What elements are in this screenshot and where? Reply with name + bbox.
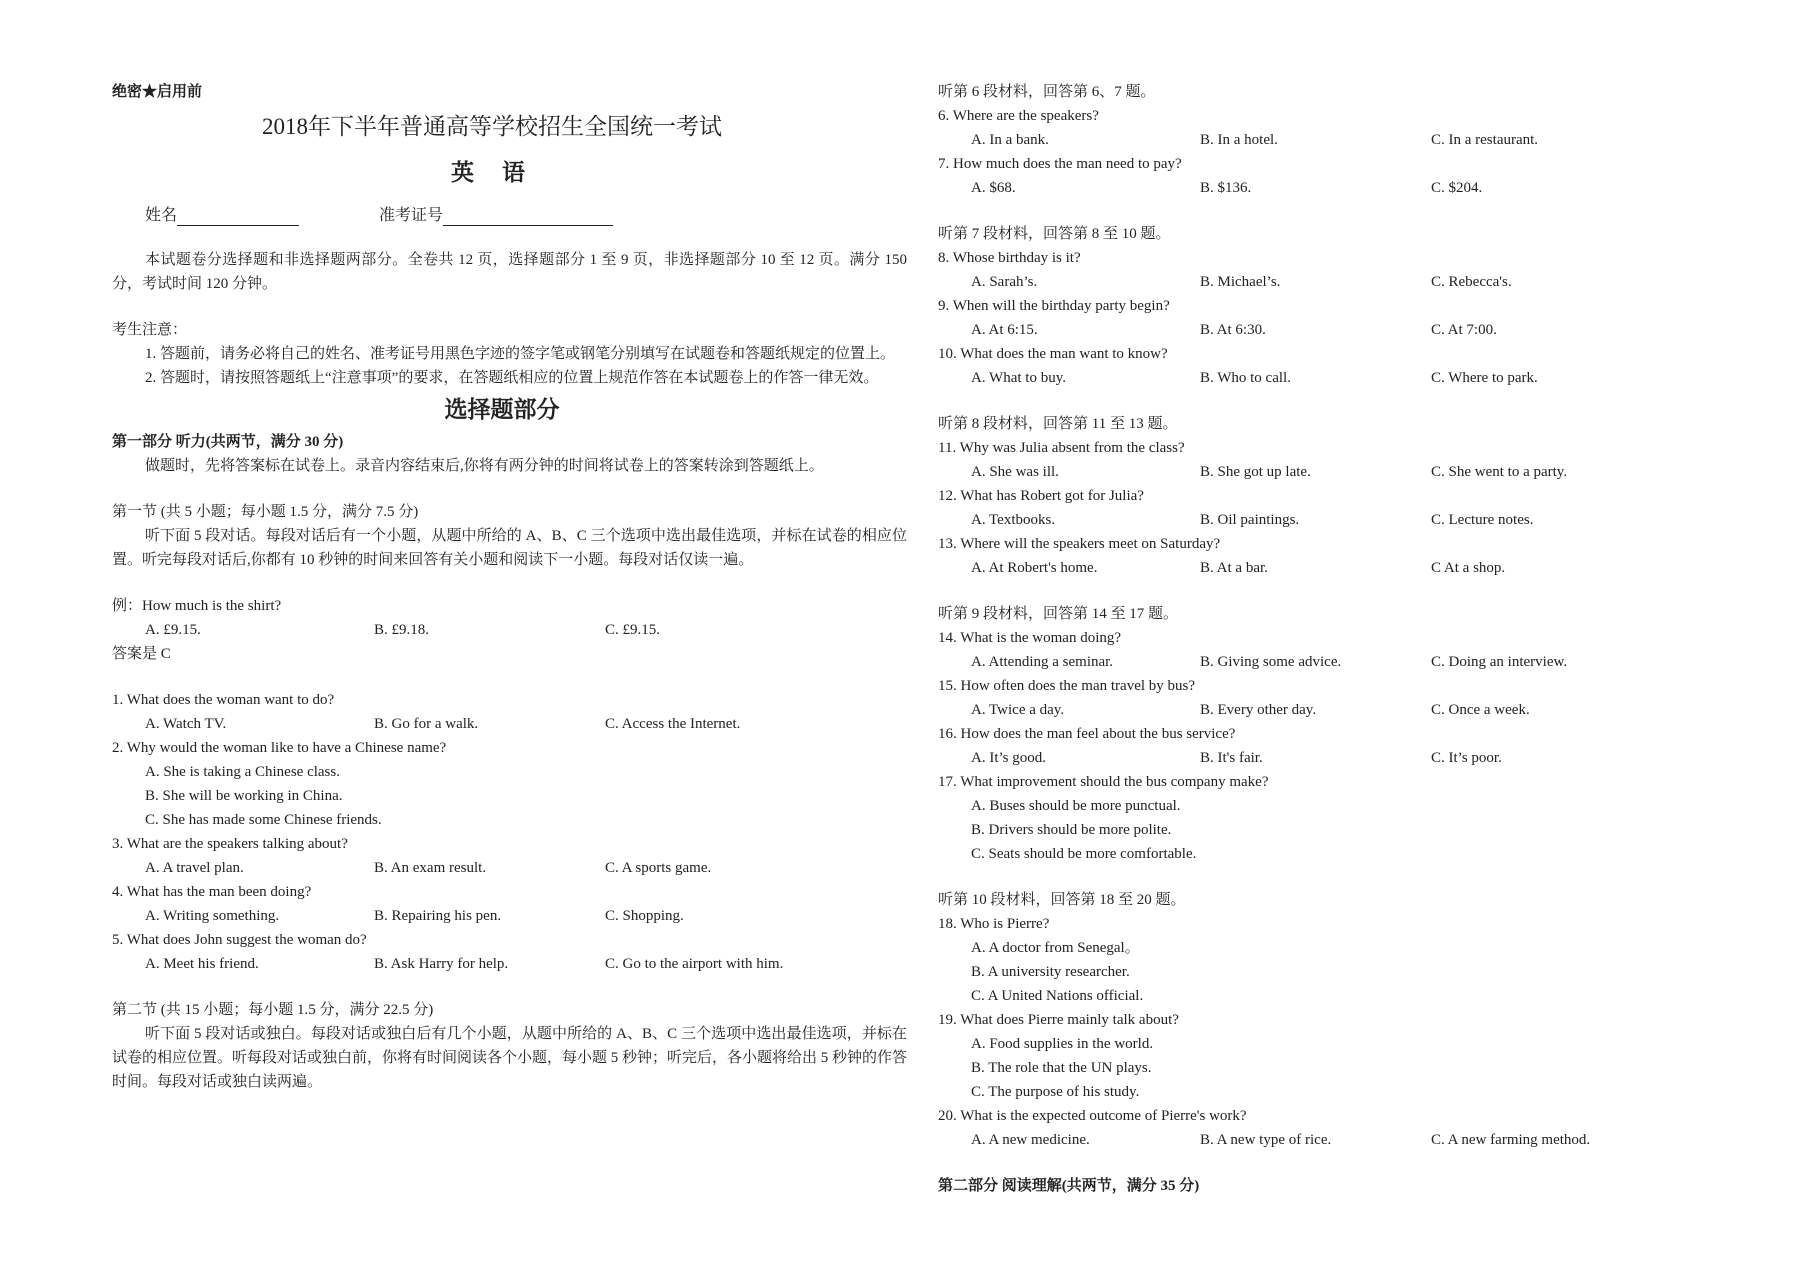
section2-instructions: 听下面 5 段对话或独白。每段对话或独白后有几个小题，从题中所给的 A、B、C 三个选项中选出最佳选项，并标在试卷的相应位置。听每段对话或独白前，你将有时间阅读各个小题，每小题 5 秒钟；听完后，各小题将给出 5 秒钟的作答时间。每段对话或独白读两遍。 (112, 1026, 908, 1090)
option-a: A. She is taking a Chinese class. (145, 764, 340, 780)
question-3-options (112, 856, 907, 880)
question-12-options (938, 508, 1738, 532)
option-c: C. It’s poor. (1431, 750, 1502, 766)
question-15-options (938, 698, 1738, 722)
option-a: A. It’s good. (971, 750, 1046, 766)
option-b: B. Go for a walk. (374, 716, 479, 732)
id-field[interactable] (443, 207, 613, 226)
question-4-options (112, 904, 907, 928)
option-b: B. £9.18. (374, 622, 430, 638)
question-6-options (938, 128, 1738, 152)
option-a: A. Buses should be more punctual. (971, 798, 1181, 814)
option-c: C. She went to a party. (1431, 464, 1568, 480)
material-9-heading: 听第 9 段材料，回答第 14 至 17 题。 (938, 606, 1179, 622)
question-1: 1. What does the woman want to do? (112, 692, 335, 708)
option-c: C. She has made some Chinese friends. (145, 812, 382, 828)
section1-heading: 第一节 (共 5 小题；每小题 1.5 分，满分 7.5 分) (112, 504, 419, 520)
option-c: C. At 7:00. (1431, 322, 1497, 338)
option-b: B. Oil paintings. (1200, 512, 1300, 528)
option-b: B. Who to call. (1200, 370, 1291, 386)
question-5-options (112, 952, 907, 976)
option-b: B. An exam result. (374, 860, 487, 876)
option-a: A. What to buy. (971, 370, 1066, 386)
option-b: B. Ask Harry for help. (374, 956, 509, 972)
question-8: 8. Whose birthday is it? (938, 250, 1081, 266)
option-b: B. At a bar. (1200, 560, 1268, 576)
option-b: B. Every other day. (1200, 702, 1317, 718)
option-c: C At a shop. (1431, 560, 1506, 576)
option-b: B. Giving some advice. (1200, 654, 1342, 670)
option-a: A. A new medicine. (971, 1132, 1090, 1148)
question-20: 20. What is the expected outcome of Pierre's work? (938, 1108, 1247, 1124)
question-2: 2. Why would the woman like to have a Chinese name? (112, 740, 447, 756)
section2-heading: 第二节 (共 15 小题；每小题 1.5 分，满分 22.5 分) (112, 1002, 434, 1018)
right-column (938, 80, 1738, 1198)
option-a: A. Watch TV. (145, 716, 227, 732)
subject-title: 英语 (451, 160, 553, 185)
question-11: 11. Why was Julia absent from the class? (938, 440, 1185, 456)
option-c: C. In a restaurant. (1431, 132, 1539, 148)
intro-paragraph: 本试题卷分选择题和非选择题两部分。全卷共 12 页，选择题部分 1 至 9 页，非选择题部分 10 至 12 页。满分 150 分，考试时间 120 分钟。 (112, 252, 907, 292)
option-b: B. It's fair. (1200, 750, 1263, 766)
option-a: A. She was ill. (971, 464, 1059, 480)
question-11-options (938, 460, 1738, 484)
question-9: 9. When will the birthday party begin? (938, 298, 1170, 314)
question-5: 5. What does John suggest the woman do? (112, 932, 367, 948)
question-6: 6. Where are the speakers? (938, 108, 1099, 124)
option-a: A. Food supplies in the world. (971, 1036, 1154, 1052)
option-b: B. She got up late. (1200, 464, 1311, 480)
option-a: A. A travel plan. (145, 860, 244, 876)
question-9-options (938, 318, 1738, 342)
option-a: A. Meet his friend. (145, 956, 259, 972)
id-label: 准考证号 (379, 207, 444, 224)
option-c: C. Go to the airport with him. (605, 956, 784, 972)
left-column (112, 80, 907, 1094)
option-a: A. Sarah’s. (971, 274, 1038, 290)
notice-item-1: 1. 答题前，请务必将自己的姓名、准考证号用黑色字迹的签字笔或钢笔分别填写在试题卷和答题纸规定的位置上。 (145, 346, 896, 362)
material-8-heading: 听第 8 段材料，回答第 11 至 13 题。 (938, 416, 1178, 432)
notice-item-2: 2. 答题时，请按照答题纸上“注意事项”的要求，在答题纸相应的位置上规范作答在本试题卷上的作答一律无效。 (145, 370, 879, 386)
question-7: 7. How much does the man need to pay? (938, 156, 1182, 172)
option-a: A. A doctor from Senegal。 (971, 940, 1140, 956)
option-c: C. A United Nations official. (971, 988, 1144, 1004)
option-b: B. In a hotel. (1200, 132, 1278, 148)
option-c: C. The purpose of his study. (971, 1084, 1140, 1100)
question-13-options (938, 556, 1738, 580)
option-a: A. Attending a seminar. (971, 654, 1114, 670)
question-13: 13. Where will the speakers meet on Saturday? (938, 536, 1221, 552)
question-12: 12. What has Robert got for Julia? (938, 488, 1144, 504)
option-b: B. She will be working in China. (145, 788, 343, 804)
question-19: 19. What does Pierre mainly talk about? (938, 1012, 1179, 1028)
question-14: 14. What is the woman doing? (938, 630, 1122, 646)
question-10-options (938, 366, 1738, 390)
example-question: 例：How much is the shirt? (112, 598, 282, 614)
option-c: C. A new farming method. (1431, 1132, 1591, 1148)
question-10: 10. What does the man want to know? (938, 346, 1168, 362)
option-a: A. Textbooks. (971, 512, 1056, 528)
material-10-heading: 听第 10 段材料，回答第 18 至 20 题。 (938, 892, 1186, 908)
secret-label: 绝密★启用前 (112, 84, 203, 100)
name-field[interactable] (177, 207, 299, 226)
option-c: C. Lecture notes. (1431, 512, 1534, 528)
question-18: 18. Who is Pierre? (938, 916, 1050, 932)
option-a: A. Twice a day. (971, 702, 1065, 718)
part1-instructions: 做题时，先将答案标在试卷上。录音内容结束后,你将有两分钟的时间将试卷上的答案转涂到答题纸上。 (145, 458, 824, 474)
option-a: A. In a bank. (971, 132, 1049, 148)
notice-heading: 考生注意： (112, 322, 188, 338)
example-options (112, 618, 907, 642)
option-c: C. Once a week. (1431, 702, 1530, 718)
question-17: 17. What improvement should the bus company make? (938, 774, 1269, 790)
exam-title: 2018年下半年普通高等学校招生全国统一考试 (262, 114, 722, 139)
option-c: C. Seats should be more comfortable. (971, 846, 1197, 862)
material-6-heading: 听第 6 段材料，回答第 6、7 题。 (938, 84, 1156, 100)
option-b: B. A university researcher. (971, 964, 1130, 980)
question-14-options (938, 650, 1738, 674)
candidate-info (112, 196, 907, 236)
option-b: B. Repairing his pen. (374, 908, 502, 924)
section-title: 选择题部分 (444, 397, 560, 422)
option-b: B. Drivers should be more polite. (971, 822, 1172, 838)
material-7-heading: 听第 7 段材料，回答第 8 至 10 题。 (938, 226, 1171, 242)
option-a: A. At Robert's home. (971, 560, 1098, 576)
option-b: B. The role that the UN plays. (971, 1060, 1152, 1076)
question-3: 3. What are the speakers talking about? (112, 836, 348, 852)
part2-heading: 第二部分 阅读理解(共两节，满分 35 分) (938, 1178, 1200, 1194)
part1-heading: 第一部分 听力(共两节，满分 30 分) (112, 434, 344, 450)
option-a: A. $68. (971, 180, 1016, 196)
option-a: A. At 6:15. (971, 322, 1038, 338)
name-label: 姓名 (145, 207, 178, 224)
question-4: 4. What has the man been doing? (112, 884, 312, 900)
question-16: 16. How does the man feel about the bus service? (938, 726, 1236, 742)
question-7-options (938, 176, 1738, 200)
option-a: A. £9.15. (145, 622, 201, 638)
option-b: B. At 6:30. (1200, 322, 1266, 338)
option-c: C. $204. (1431, 180, 1483, 196)
question-20-options (938, 1128, 1738, 1152)
option-b: B. A new type of rice. (1200, 1132, 1332, 1148)
example-answer: 答案是 C (112, 646, 171, 662)
question-16-options (938, 746, 1738, 770)
question-1-options (112, 712, 907, 736)
question-8-options (938, 270, 1738, 294)
option-c: C. Shopping. (605, 908, 684, 924)
option-c: C. Rebecca's. (1431, 274, 1512, 290)
option-c: C. Access the Internet. (605, 716, 741, 732)
option-b: B. $136. (1200, 180, 1252, 196)
option-c: C. A sports game. (605, 860, 712, 876)
option-a: A. Writing something. (145, 908, 280, 924)
option-c: C. Doing an interview. (1431, 654, 1568, 670)
option-c: C. Where to park. (1431, 370, 1538, 386)
question-15: 15. How often does the man travel by bus? (938, 678, 1196, 694)
option-c: C. £9.15. (605, 622, 661, 638)
section1-instructions: 听下面 5 段对话。每段对话后有一个小题，从题中所给的 A、B、C 三个选项中选出最佳选项，并标在试卷的相应位置。听完每段对话后,你都有 10 秒钟的时间来回答有关小题和阅读下一小题。每段对话仅读一遍。 (112, 528, 907, 568)
option-b: B. Michael’s. (1200, 274, 1281, 290)
